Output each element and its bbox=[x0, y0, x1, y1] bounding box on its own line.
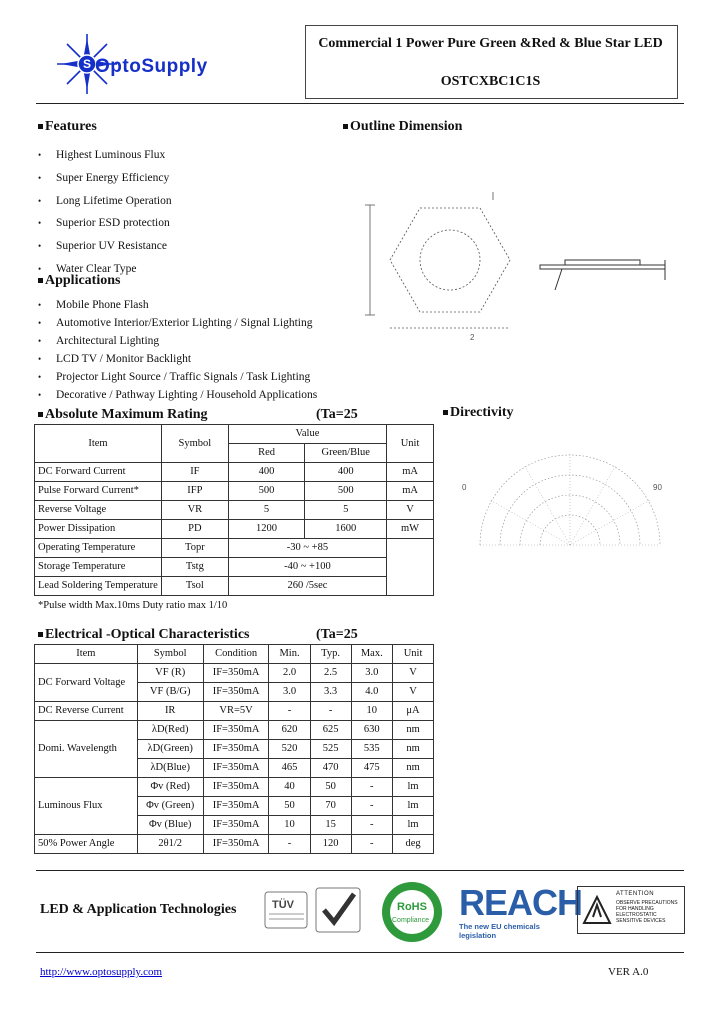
table-cell: mW bbox=[387, 520, 434, 539]
table-cell: Φv (Blue) bbox=[137, 816, 203, 835]
list-item: • Superior UV Resistance bbox=[38, 235, 172, 258]
directivity-label: 90 bbox=[653, 483, 662, 492]
outline-heading: Outline Dimension bbox=[343, 119, 462, 135]
table-cell: - bbox=[310, 702, 351, 721]
table-cell: DC Forward Voltage bbox=[35, 664, 138, 702]
table-cell: 500 bbox=[305, 482, 387, 501]
table-cell: Luminous Flux bbox=[35, 778, 138, 835]
esd-warning-icon bbox=[582, 895, 612, 925]
table-cell: 10 bbox=[269, 816, 310, 835]
table-row bbox=[35, 778, 434, 797]
col-header: Value bbox=[228, 425, 386, 444]
list-item: • LCD TV / Monitor Backlight bbox=[38, 350, 317, 368]
table-row bbox=[35, 721, 434, 740]
col-header: Item bbox=[35, 425, 162, 463]
table-cell: - bbox=[351, 797, 393, 816]
table-cell: Max. bbox=[351, 645, 393, 664]
table-cell: λD(Green) bbox=[137, 740, 203, 759]
table-cell: IF=350mA bbox=[203, 664, 269, 683]
abs-max-table bbox=[34, 424, 434, 596]
table-cell: Φv (Green) bbox=[137, 797, 203, 816]
list-item: • Decorative / Pathway Lighting / Household Applications bbox=[38, 386, 317, 404]
list-item: • Long Lifetime Operation bbox=[38, 190, 172, 213]
table-row bbox=[35, 463, 434, 482]
table-cell: 15 bbox=[310, 816, 351, 835]
table-cell: nm bbox=[393, 759, 434, 778]
table-cell: 400 bbox=[305, 463, 387, 482]
table-cell: IFP bbox=[161, 482, 228, 501]
tuv-certification-badge bbox=[264, 886, 364, 936]
table-cell: 40 bbox=[269, 778, 310, 797]
table-cell: deg bbox=[393, 835, 434, 854]
table-cell: Φv (Red) bbox=[137, 778, 203, 797]
table-cell: IF=350mA bbox=[203, 759, 269, 778]
table-cell: 2.5 bbox=[310, 664, 351, 683]
table-cell: Tsol bbox=[161, 577, 228, 596]
footer-company: LED & Application Technologies bbox=[40, 902, 237, 917]
table-cell: 630 bbox=[351, 721, 393, 740]
col-header: Unit bbox=[387, 425, 434, 463]
table-header-row bbox=[35, 645, 434, 664]
table-cell: 2θ1/2 bbox=[137, 835, 203, 854]
outline-drawing bbox=[350, 180, 680, 350]
table-cell: Topr bbox=[161, 539, 228, 558]
table-cell: 500 bbox=[228, 482, 305, 501]
footer-rule-bottom bbox=[36, 952, 684, 953]
abs-max-condition: (Ta=25 bbox=[316, 407, 358, 422]
table-cell: - bbox=[351, 816, 393, 835]
logo-text: OptoSupply bbox=[95, 56, 208, 77]
table-cell: IR bbox=[137, 702, 203, 721]
table-cell: 400 bbox=[228, 463, 305, 482]
table-cell: Unit bbox=[393, 645, 434, 664]
table-cell: Operating Temperature bbox=[35, 539, 162, 558]
table-cell: lm bbox=[393, 816, 434, 835]
table-cell: λD(Blue) bbox=[137, 759, 203, 778]
table-cell: IF bbox=[161, 463, 228, 482]
table-cell: -30 ~ +85 bbox=[228, 539, 386, 558]
rohs-compliance-badge bbox=[377, 880, 447, 945]
list-item: • Water Clear Type bbox=[38, 258, 172, 281]
table-cell: lm bbox=[393, 778, 434, 797]
table-cell: Domi. Wavelength bbox=[35, 721, 138, 778]
table-cell: 465 bbox=[269, 759, 310, 778]
table-cell: 3.3 bbox=[310, 683, 351, 702]
features-list bbox=[38, 144, 172, 281]
svg-text:RoHS: RoHS bbox=[397, 901, 427, 913]
logo-emblem-letter: S bbox=[82, 57, 91, 71]
reach-badge: REACH The new EU chemicals legislation bbox=[459, 882, 583, 940]
table-cell: 50% Power Angle bbox=[35, 835, 138, 854]
table-cell: μA bbox=[393, 702, 434, 721]
col-header: Green/Blue bbox=[305, 444, 387, 463]
svg-text:Compliance: Compliance bbox=[392, 917, 429, 924]
dim-label: 2 bbox=[470, 333, 475, 342]
table-cell: 120 bbox=[310, 835, 351, 854]
table-cell: V bbox=[393, 683, 434, 702]
table-cell: DC Reverse Current bbox=[35, 702, 138, 721]
table-cell: Lead Soldering Temperature bbox=[35, 577, 162, 596]
table-cell: 260 /5sec bbox=[228, 577, 386, 596]
table-row bbox=[35, 425, 434, 444]
table-cell: - bbox=[269, 835, 310, 854]
list-item: • Automotive Interior/Exterior Lighting / Signal Lighting bbox=[38, 314, 317, 332]
table-cell: Item bbox=[35, 645, 138, 664]
table-row bbox=[35, 520, 434, 539]
applications-list bbox=[38, 296, 317, 404]
table-cell: Power Dissipation bbox=[35, 520, 162, 539]
table-cell: 1600 bbox=[305, 520, 387, 539]
table-cell: IF=350mA bbox=[203, 721, 269, 740]
table-cell: Condition bbox=[203, 645, 269, 664]
col-header: Symbol bbox=[161, 425, 228, 463]
abs-max-note: *Pulse width Max.10ms Duty ratio max 1/10 bbox=[38, 600, 228, 611]
table-cell: 5 bbox=[305, 501, 387, 520]
table-cell: nm bbox=[393, 740, 434, 759]
version-label: VER A.0 bbox=[608, 966, 649, 978]
table-row bbox=[35, 558, 434, 577]
table-cell: 70 bbox=[310, 797, 351, 816]
table-cell: IF=350mA bbox=[203, 683, 269, 702]
abs-max-heading: Absolute Maximum Rating bbox=[38, 407, 208, 423]
table-cell: PD bbox=[161, 520, 228, 539]
table-cell: 525 bbox=[310, 740, 351, 759]
list-item: • Super Energy Efficiency bbox=[38, 167, 172, 190]
table-cell: IF=350mA bbox=[203, 835, 269, 854]
list-item: • Superior ESD protection bbox=[38, 212, 172, 235]
table-cell: mA bbox=[387, 482, 434, 501]
table-cell: V bbox=[393, 664, 434, 683]
table-cell: Storage Temperature bbox=[35, 558, 162, 577]
part-number: OSTCXBC1C1S bbox=[440, 74, 541, 89]
table-cell: - bbox=[269, 702, 310, 721]
list-item: • Architectural Lighting bbox=[38, 332, 317, 350]
eo-table bbox=[34, 644, 434, 854]
table-cell: VF (B/G) bbox=[137, 683, 203, 702]
table-row bbox=[35, 702, 434, 721]
list-item: • Mobile Phone Flash bbox=[38, 296, 317, 314]
table-cell: IF=350mA bbox=[203, 816, 269, 835]
table-cell bbox=[387, 539, 434, 596]
table-cell: VR=5V bbox=[203, 702, 269, 721]
table-cell: mA bbox=[387, 463, 434, 482]
list-item: • Highest Luminous Flux bbox=[38, 144, 172, 167]
table-cell: 535 bbox=[351, 740, 393, 759]
website-link[interactable]: http://www.optosupply.com bbox=[40, 966, 163, 978]
table-cell: Min. bbox=[269, 645, 310, 664]
table-row bbox=[35, 501, 434, 520]
table-cell: 50 bbox=[310, 778, 351, 797]
eo-condition: (Ta=25 bbox=[316, 627, 358, 642]
table-cell: λD(Red) bbox=[137, 721, 203, 740]
table-cell: VF (R) bbox=[137, 664, 203, 683]
table-cell: lm bbox=[393, 797, 434, 816]
table-cell: DC Forward Current bbox=[35, 463, 162, 482]
table-cell: 625 bbox=[310, 721, 351, 740]
header-rule bbox=[36, 103, 684, 104]
table-row bbox=[35, 539, 434, 558]
directivity-chart bbox=[460, 440, 680, 555]
directivity-label: 0 bbox=[462, 483, 467, 492]
table-cell: Tstg bbox=[161, 558, 228, 577]
table-cell: IF=350mA bbox=[203, 740, 269, 759]
svg-text:TÜV: TÜV bbox=[272, 899, 294, 911]
list-item: • Projector Light Source / Traffic Signals / Task Lighting bbox=[38, 368, 317, 386]
table-cell: 470 bbox=[310, 759, 351, 778]
table-cell: - bbox=[351, 778, 393, 797]
table-cell: 1200 bbox=[228, 520, 305, 539]
table-cell: -40 ~ +100 bbox=[228, 558, 386, 577]
table-cell: Symbol bbox=[137, 645, 203, 664]
eo-heading: Electrical -Optical Characteristics bbox=[38, 627, 249, 643]
features-heading: Features bbox=[38, 119, 97, 135]
table-cell: 520 bbox=[269, 740, 310, 759]
table-cell: - bbox=[351, 835, 393, 854]
table-cell: IF=350mA bbox=[203, 797, 269, 816]
table-cell: 475 bbox=[351, 759, 393, 778]
table-row bbox=[35, 664, 434, 683]
col-header: Red bbox=[228, 444, 305, 463]
table-cell: 10 bbox=[351, 702, 393, 721]
esd-attention-badge: ATTENTION OBSERVE PRECAUTIONS FOR HANDLING ELECTROSTATIC SENSITIVE DEVICES bbox=[577, 886, 685, 934]
table-cell: 620 bbox=[269, 721, 310, 740]
table-cell: VR bbox=[161, 501, 228, 520]
page-title: Commercial 1 Power Pure Green &Red & Blue Star LED bbox=[318, 36, 663, 51]
table-cell: 2.0 bbox=[269, 664, 310, 683]
table-row bbox=[35, 577, 434, 596]
table-cell: 50 bbox=[269, 797, 310, 816]
table-cell: nm bbox=[393, 721, 434, 740]
table-cell: 4.0 bbox=[351, 683, 393, 702]
table-cell: V bbox=[387, 501, 434, 520]
applications-heading: Applications bbox=[38, 273, 120, 289]
table-cell: IF=350mA bbox=[203, 778, 269, 797]
table-cell: 3.0 bbox=[351, 664, 393, 683]
directivity-heading: Directivity bbox=[443, 405, 514, 421]
table-cell: Reverse Voltage bbox=[35, 501, 162, 520]
table-cell: Typ. bbox=[310, 645, 351, 664]
table-row bbox=[35, 835, 434, 854]
table-cell: Pulse Forward Current* bbox=[35, 482, 162, 501]
table-cell: 5 bbox=[228, 501, 305, 520]
table-row bbox=[35, 482, 434, 501]
footer-rule bbox=[36, 870, 684, 871]
table-cell: 3.0 bbox=[269, 683, 310, 702]
